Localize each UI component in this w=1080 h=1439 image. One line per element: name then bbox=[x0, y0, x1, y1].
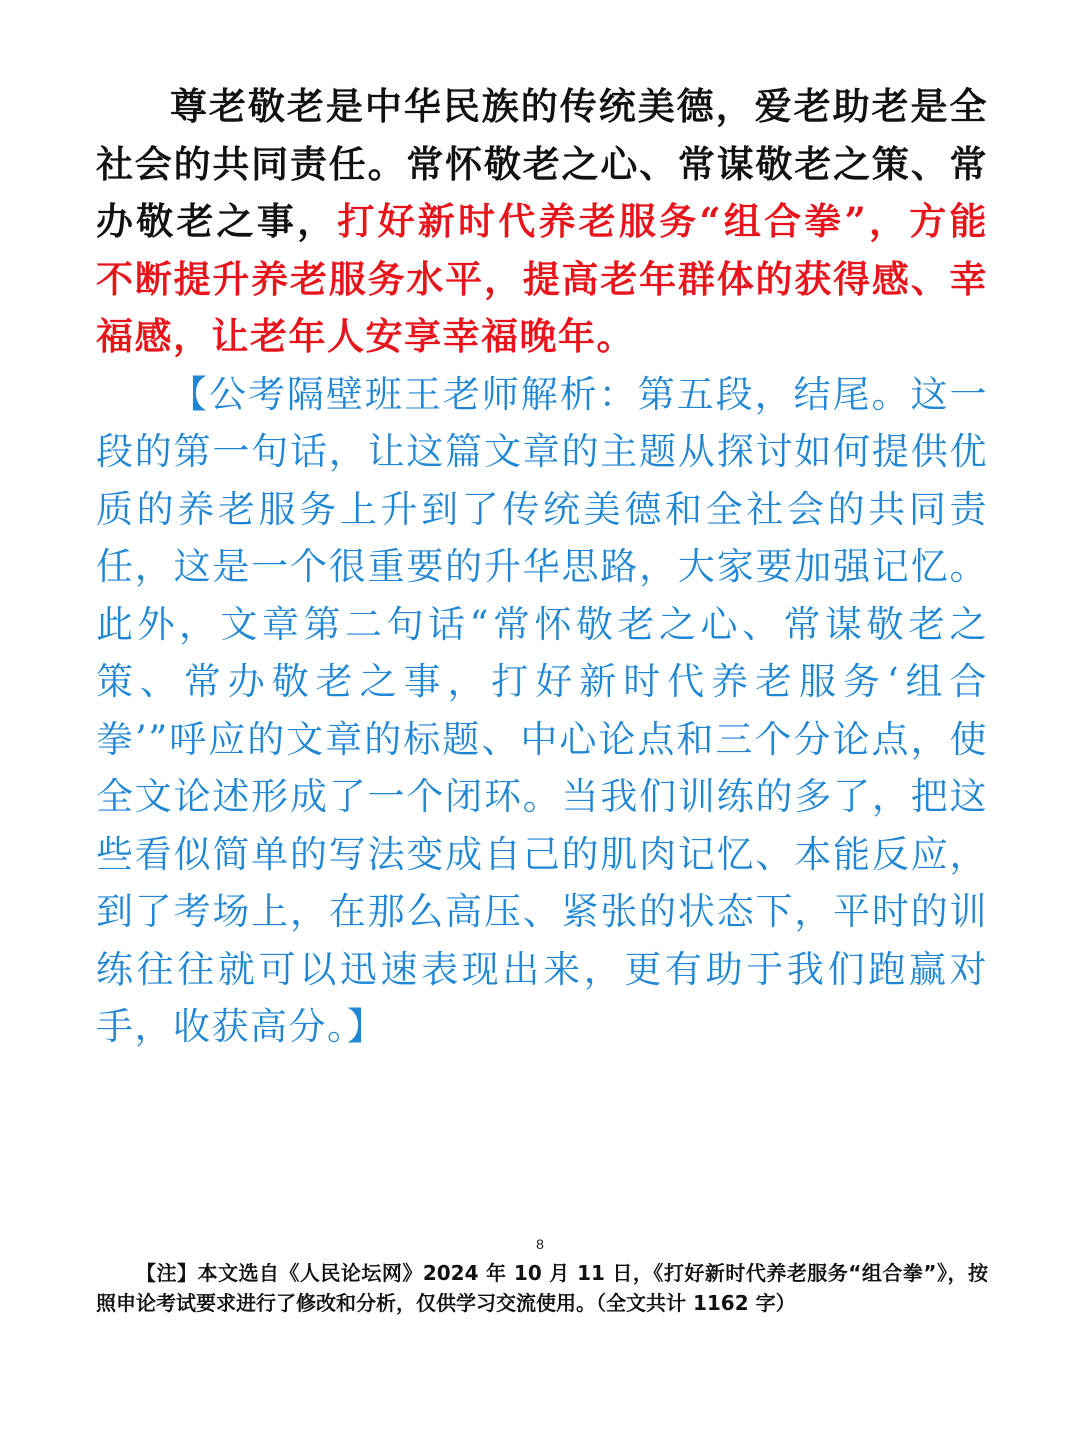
page-number: 8 bbox=[536, 1236, 544, 1252]
conclusion-text: 尊老敬老是中华民族的传统美德，爱老助老是全社会的共同责任。常怀敬老之心、常谋敬老之策、常办敬老之事， bbox=[96, 84, 988, 243]
footnote: 【注】本文选自《人民论坛网》2024 年 10 月 11 日，《打好新时代养老服务“组合拳”》，按照申论考试要求进行了修改和分析，仅供学习交流使用。（全文共计 1162 字） bbox=[96, 1261, 988, 1315]
article-body bbox=[96, 78, 988, 1056]
conclusion-paragraph bbox=[96, 78, 988, 366]
analysis-paragraph: 【公考隔壁班王老师解析：第五段，结尾。这一段的第一句话，让这篇文章的主题从探讨如何提供优质的养老服务上升到了传统美德和全社会的共同责任，这是一个很重要的升华思路，大家要加强记忆。此外，文章第二句话“常怀敬老之心、常谋敬老之策、常办敬老之事，打好新时代养老服务‘组合拳’”呼应的文章的标题、中心论点和三个分论点，使全文论述形成了一个闭环。当我们训练的多了，把这些看似简单的写法变成自己的肌肉记忆、本能反应，到了考场上，在那么高压、紧张的状态下，平时的训练往往就可以迅速表现出来，更有助于我们跑赢对手，收获高分。】 bbox=[96, 372, 988, 1048]
conclusion-highlight: 打好新时代养老服务“组合拳”，方能不断提升养老服务水平，提高老年群体的获得感、幸福感，让老年人安享幸福晚年。 bbox=[96, 199, 988, 358]
